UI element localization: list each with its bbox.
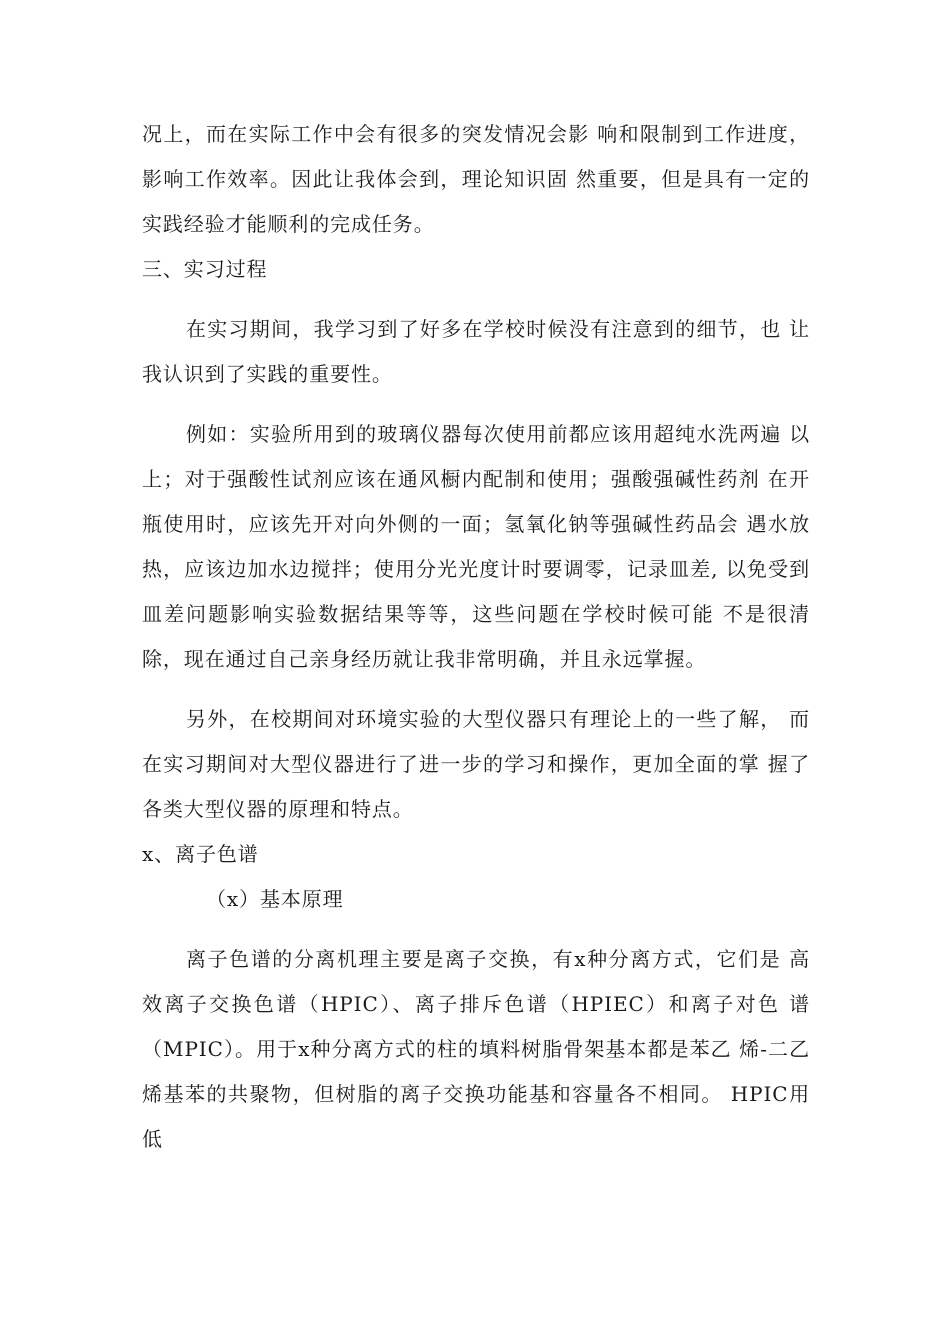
document-body: [142, 112, 810, 1162]
paragraph-continuation: 况上，而在实际工作中会有很多的突发情况会影 响和限制到工作进度，影响工作效率。因此让我体会到，理论知识固 然重要，但是具有一定的实践经验才能顺利的完成任务。: [142, 122, 810, 236]
section-heading-internship-process: 三、实习过程: [142, 257, 268, 281]
paragraph-large-instruments: 另外，在校期间对环境实验的大型仪器只有理论上的一些了解， 而在实习期间对大型仪器进行了进一步的学习和操作，更加全面的掌 握了各类大型仪器的原理和特点。: [142, 707, 810, 821]
paragraph-learning: 在实习期间，我学习到了好多在学校时候没有注意到的细节，也 让我认识到了实践的重要性。: [142, 317, 810, 386]
paragraph-examples: 例如：实验所用到的玻璃仪器每次使用前都应该用超纯水洗两遍 以上；对于强酸性试剂应该在通风橱内配制和使用；强酸强碱性药剂 在开瓶使用时，应该先开对向外侧的一面；氢氧化钠等强碱性药品会 遇水放热，应该边加水边搅拌；使用分光光度计时要调零，记录皿差, 以免受到皿差问题影响实验数据结果等等，这些问题在学校时候可能 不是很清除，现在通过自己亲身经历就让我非常明确，并且永远掌握。: [142, 422, 810, 671]
section-heading-ion-chromatography: x、离子色谱: [142, 842, 259, 866]
paragraph-separation-mechanism: 离子色谱的分离机理主要是离子交换，有x种分离方式，它们是 高效离子交换色谱（HPIC）、离子排斥色谱（HPIEC）和离子对色 谱（MPIC）。用于x种分离方式的柱的填料树脂骨架基本都是苯乙 烯-二乙烯基苯的共聚物，但树脂的离子交换功能基和容量各不相同。 HPIC用低: [142, 947, 810, 1151]
subheading-basic-principle: （x）基本原理: [206, 887, 344, 911]
